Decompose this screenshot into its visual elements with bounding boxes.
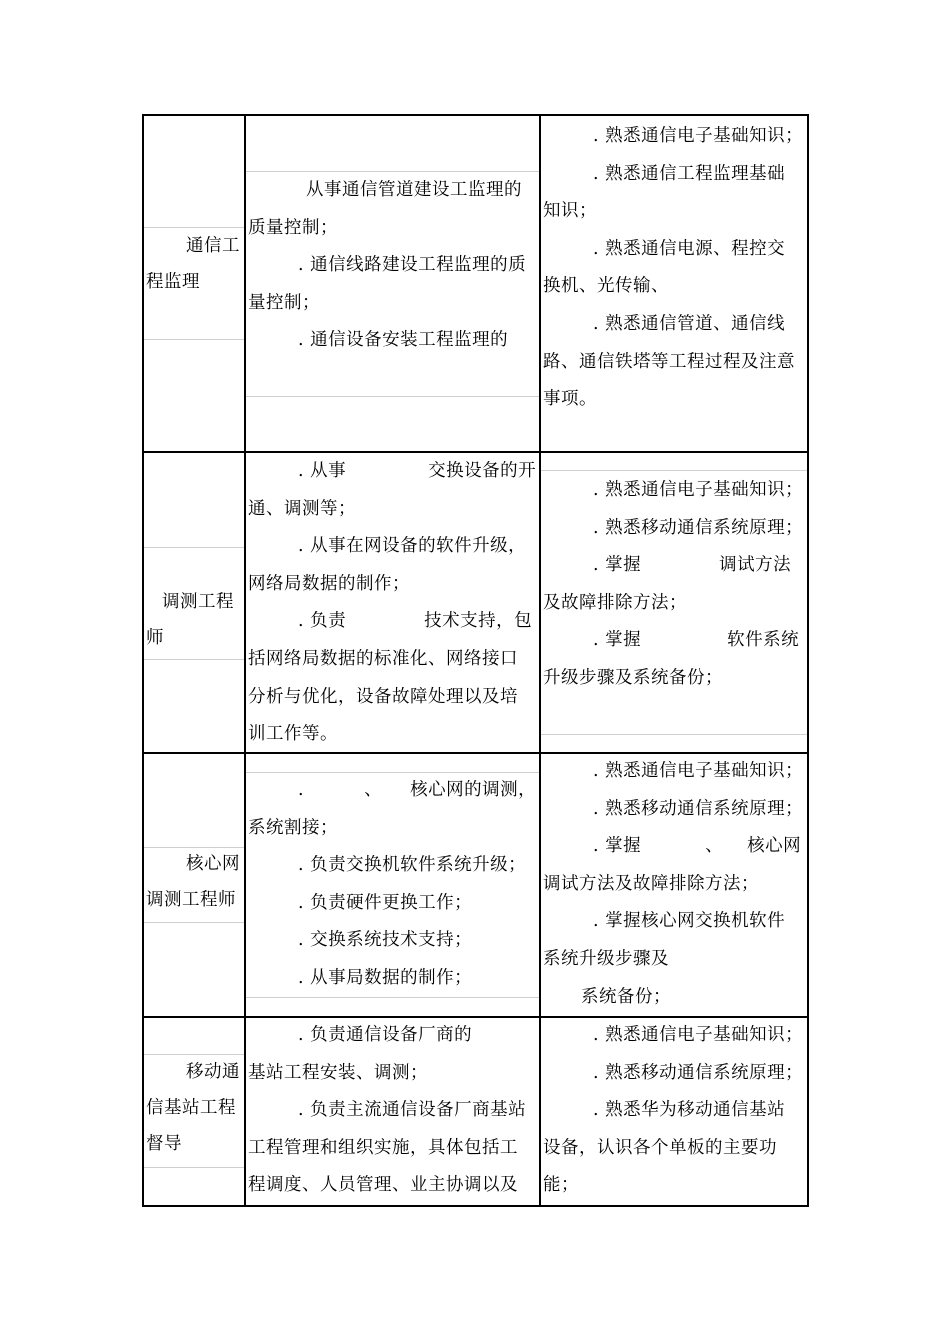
req-line: 调试方法及故障排除方法； [543, 873, 759, 894]
duty-line: 从事通信管道建设工监理的 [306, 180, 522, 200]
req-fragment: 、 [705, 836, 724, 857]
job-title-cell [146, 228, 242, 300]
job-title-line: 调测工程 [162, 592, 234, 612]
job-title-cell [146, 584, 242, 656]
req-line: . 熟悉通信工程监理基础 [593, 163, 786, 184]
req-line [543, 828, 807, 866]
req-fragment: 调试方法 [719, 555, 792, 576]
duties-cell [248, 172, 538, 360]
duty-fragment: . 负责 [298, 611, 347, 632]
req-line: . 熟悉通信电子基础知识； [593, 1025, 804, 1045]
req-line: . 熟悉移动通信系统原理； [593, 1062, 804, 1083]
duty-line: 基站工程安装、调测； [248, 1062, 428, 1083]
duty-line [248, 603, 538, 641]
duty-line: 括网络局数据的标准化、网络接口 [248, 648, 518, 669]
job-title-cell [146, 1054, 244, 1162]
req-line: 能； [543, 1175, 579, 1196]
duty-fragment: . [298, 780, 305, 800]
duty-line [248, 772, 538, 810]
req-fragment: 软件系统 [727, 630, 800, 651]
req-line: 换机、光传输、 [543, 276, 669, 297]
guide-line [144, 339, 244, 340]
duty-line: 分析与优化，设备故障处理以及培 [248, 686, 518, 707]
duty-line: . 负责通信设备厂商的 [298, 1025, 473, 1045]
req-line [543, 547, 807, 585]
req-line: . 熟悉通信管道、通信线 [593, 313, 786, 334]
req-line: 设备，认识各个单板的主要功 [543, 1137, 777, 1158]
duties-cell [248, 1017, 538, 1205]
guide-line [144, 922, 244, 923]
duty-line: . 通信线路建设工程监理的质 [298, 255, 527, 276]
req-fragment: 核心网 [747, 836, 802, 857]
duty-line: . 从事在网设备的软件升级， [298, 536, 527, 557]
duty-line: . 从事局数据的制作； [298, 967, 473, 988]
req-line: . 熟悉通信电子基础知识； [593, 480, 804, 500]
duty-line: 通、调测等； [248, 498, 356, 519]
duty-line: 训工作等。 [248, 724, 338, 745]
guide-line [541, 734, 807, 735]
duty-line: 工程管理和组织实施，具体包括工 [248, 1137, 518, 1158]
job-title-line: 调测工程师 [146, 890, 236, 910]
duty-line: 系统割接； [248, 817, 338, 838]
guide-line [144, 1167, 244, 1168]
req-line: 系统升级步骤及 [543, 948, 669, 969]
req-line: . 熟悉通信电子基础知识； [593, 126, 804, 146]
duty-line: 质量控制； [248, 217, 338, 238]
guide-line [144, 659, 244, 660]
req-line: . 熟悉华为移动通信基站 [593, 1100, 786, 1121]
table-border-right [807, 114, 809, 1207]
guide-line [246, 396, 539, 397]
duty-line: . 负责主流通信设备厂商基站 [298, 1100, 527, 1121]
duty-line: 网络局数据的制作； [248, 573, 410, 594]
req-line: . 掌握核心网交换机软件 [593, 911, 786, 932]
requirements-cell [543, 472, 807, 698]
requirements-cell [543, 753, 807, 1016]
table-border-bottom [142, 1205, 809, 1207]
job-title-cell [146, 846, 244, 918]
req-line: . 熟悉移动通信系统原理； [593, 517, 804, 538]
table-border-top [142, 114, 809, 116]
job-title-line: 通信工 [186, 236, 240, 256]
req-line: . 熟悉通信电源、程控交 [593, 238, 786, 259]
duty-line: . 负责硬件更换工作； [298, 892, 473, 913]
duty-line [248, 453, 538, 491]
duties-cell [248, 772, 538, 998]
job-title-line: 督导 [146, 1134, 182, 1154]
duty-fragment: 、 [364, 780, 383, 800]
req-line: 知识； [543, 201, 597, 222]
duty-line: . 交换系统技术支持； [298, 930, 473, 951]
req-line: 及故障排除方法； [543, 592, 687, 613]
duty-line: . 负责交换机软件系统升级； [298, 855, 527, 876]
req-line: 事项。 [543, 389, 597, 410]
req-fragment: . 掌握 [593, 630, 642, 651]
guide-line [144, 547, 244, 548]
duty-fragment: 交换设备的开 [428, 461, 537, 481]
duty-fragment: 核心网的调测， [410, 780, 537, 800]
job-title-line: 信基站工程 [146, 1098, 236, 1118]
req-line: 路、通信铁塔等工程过程及注意 [543, 351, 795, 372]
job-table [142, 114, 809, 1207]
req-line: 系统备份； [581, 986, 671, 1007]
duties-cell [248, 453, 538, 754]
job-title-line: 核心网 [186, 854, 240, 874]
duty-fragment: 技术支持，包 [424, 611, 533, 632]
req-fragment: . 掌握 [593, 836, 642, 857]
guide-line [541, 470, 807, 471]
duty-line: 量控制； [248, 292, 320, 313]
table-border-col2 [539, 114, 541, 1207]
requirements-cell [543, 1017, 807, 1205]
duty-fragment: . 从事 [298, 461, 347, 481]
req-fragment: . 掌握 [593, 555, 642, 576]
table-border-left [142, 114, 144, 1207]
duty-line: . 通信设备安装工程监理的 [298, 330, 509, 351]
req-line: 升级步骤及系统备份； [543, 667, 723, 688]
req-line: . 熟悉通信电子基础知识； [593, 761, 804, 781]
job-title-line: 移动通 [186, 1062, 240, 1082]
req-line: . 熟悉移动通信系统原理； [593, 798, 804, 819]
job-title-line: 程监理 [146, 272, 200, 292]
table-border-col1 [244, 114, 246, 1207]
duty-line: 程调度、人员管理、业主协调以及 [248, 1175, 518, 1196]
requirements-cell [543, 118, 807, 419]
job-title-line: 师 [146, 628, 164, 648]
req-line [543, 622, 807, 660]
